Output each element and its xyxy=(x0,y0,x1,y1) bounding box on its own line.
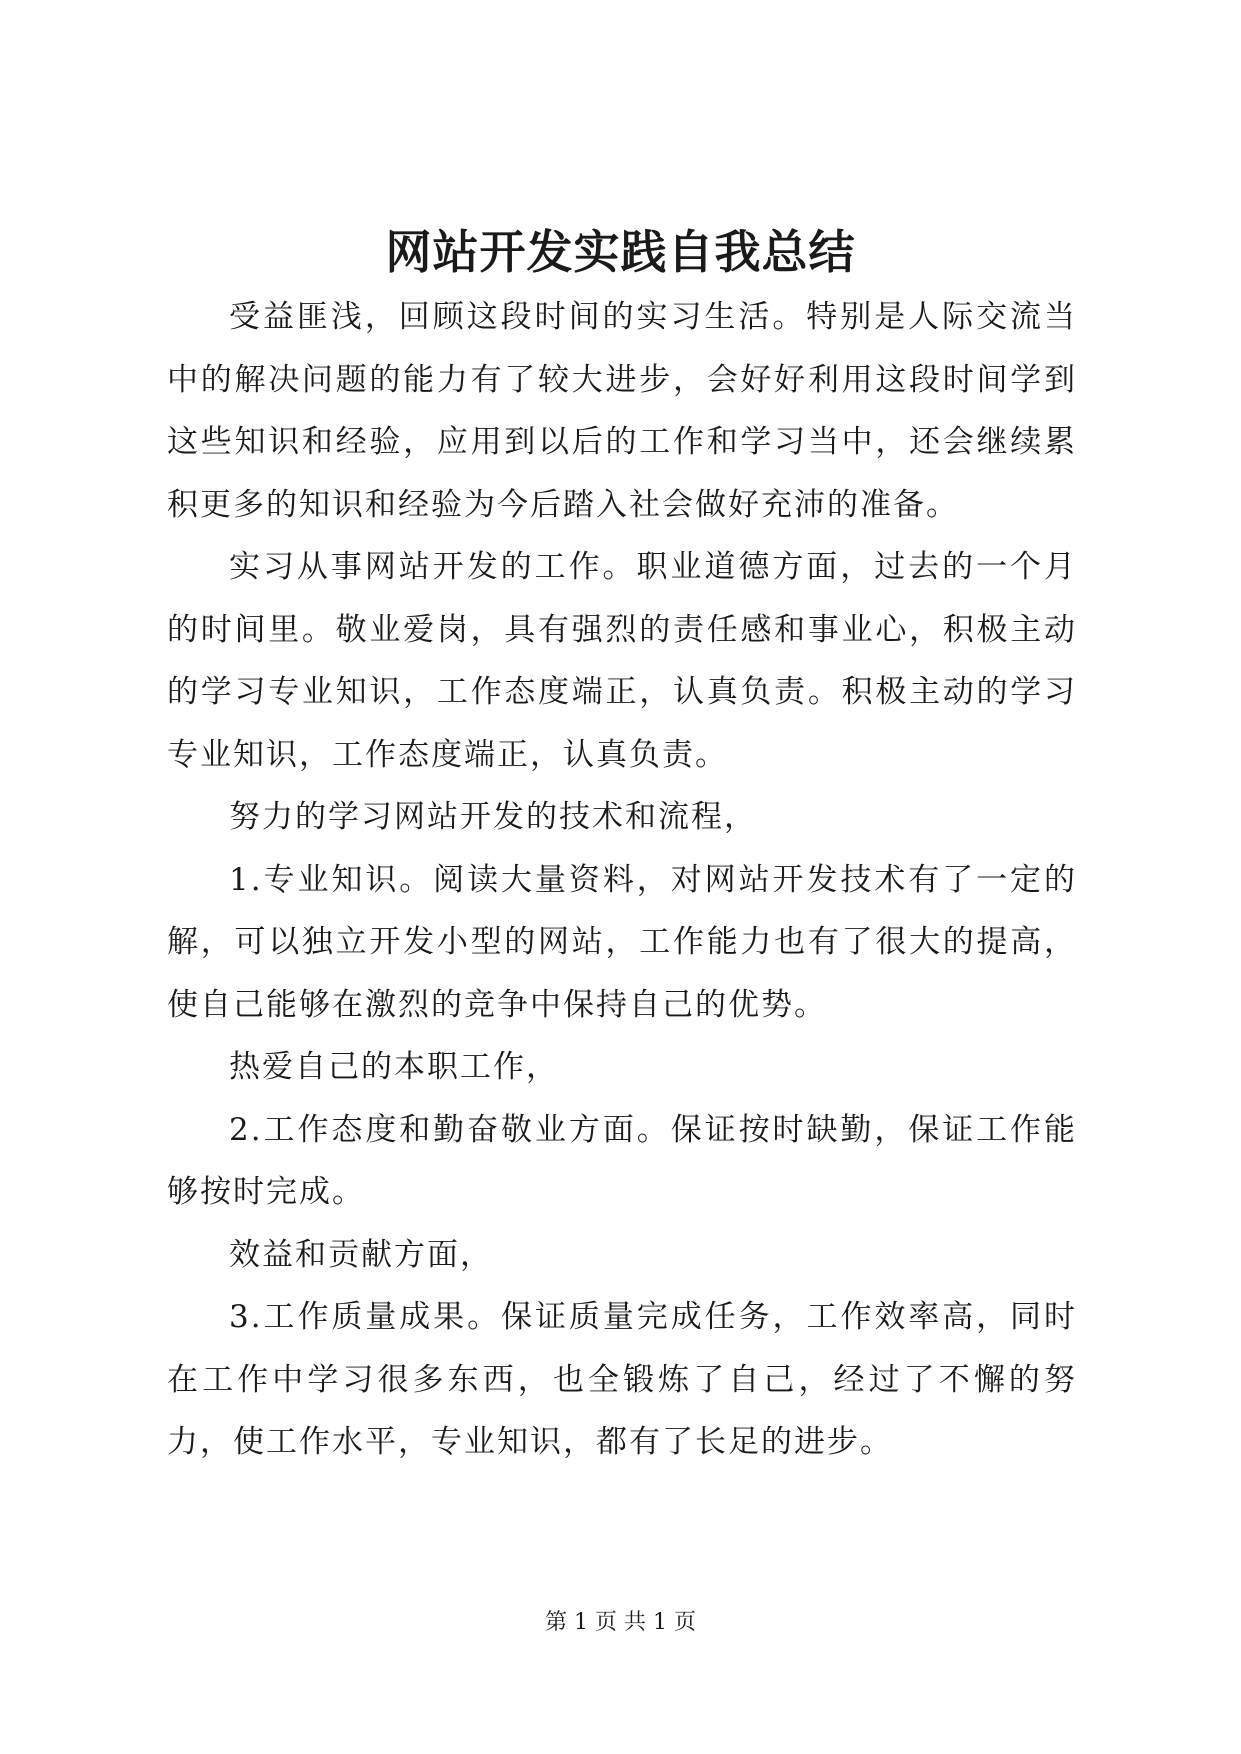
paragraph: 实习从事网站开发的工作。职业道德方面，过去的一个月的时间里。敬业爱岗，具有强烈的责任感和事业心，积极主动的学习专业知识，工作态度端正，认真负责。积极主动的学习专业知识，工作态度端正，认真负责。 xyxy=(167,549,1077,773)
paragraph: 2.工作态度和勤奋敬业方面。保证按时缺勤，保证工作能够按时完成。 xyxy=(167,1111,1077,1210)
paragraph: 努力的学习网站开发的技术和流程， xyxy=(229,799,757,835)
paragraph: 效益和贡献方面， xyxy=(229,1236,493,1273)
document-body xyxy=(167,286,1077,1474)
paragraph: 热爱自己的本职工作， xyxy=(229,1049,559,1085)
paragraph: 受益匪浅，回顾这段时间的实习生活。特别是人际交流当中的解决问题的能力有了较大进步，会好好利用这段时间学到这些知识和经验，应用到以后的工作和学习当中，还会继续累积更多的知识和经验为今后踏入社会做好充沛的准备。 xyxy=(167,299,1077,523)
paragraph: 3.工作质量成果。保证质量完成任务，工作效率高，同时在工作中学习很多东西，也全锻炼了自己，经过了不懈的努力，使工作水平，专业知识，都有了长足的进步。 xyxy=(167,1299,1077,1460)
page-footer: 第 1 页 共 1 页 xyxy=(545,1610,696,1635)
document-title: 网站开发实践自我总结 xyxy=(385,225,856,279)
paragraph: 1.专业知识。阅读大量资料，对网站开发技术有了一定的解，可以独立开发小型的网站，工作能力也有了很大的提高，使自己能够在激烈的竞争中保持自己的优势。 xyxy=(167,861,1077,1023)
